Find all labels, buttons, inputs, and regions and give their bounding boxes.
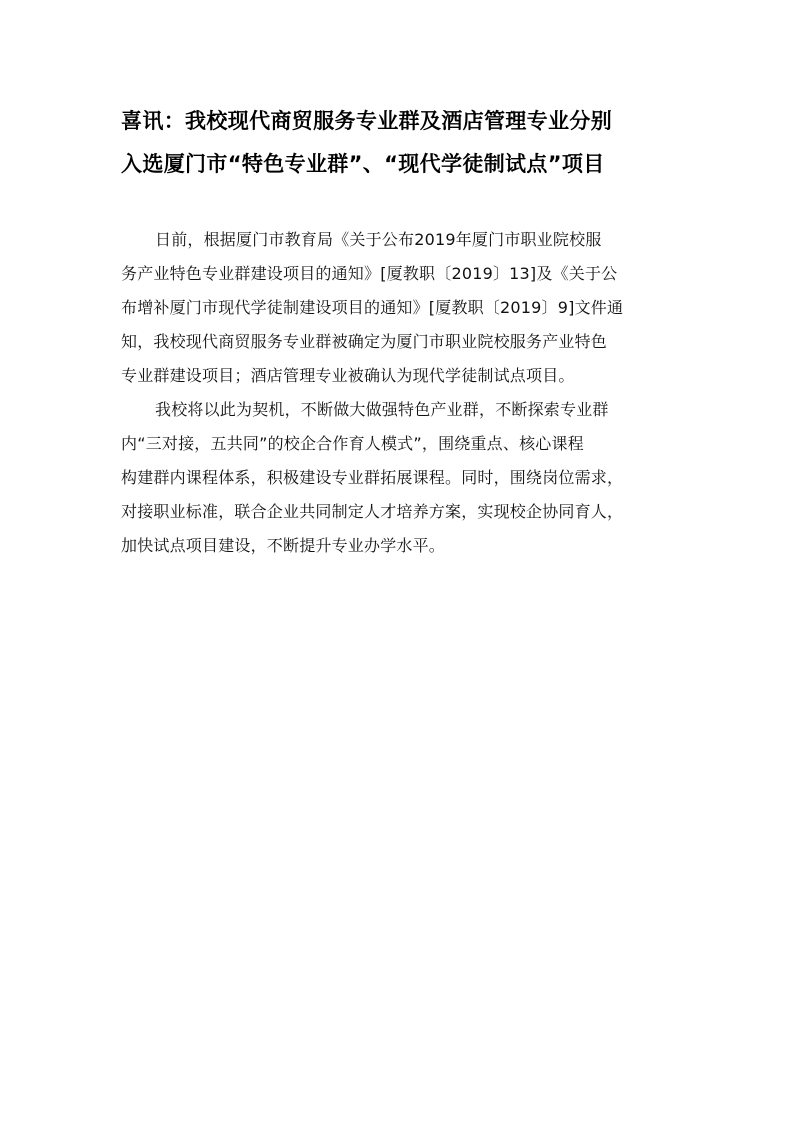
paragraph-line: 专业群建设项目；酒店管理专业被确认为现代学徒制试点项目。: [121, 366, 575, 385]
document-title: [121, 100, 681, 186]
paragraph-line: 内“三对接，五共同”的校企合作育人模式”，围绕重点、核心课程: [121, 434, 584, 453]
paragraph-line: 对接职业标准，联合企业共同制定人才培养方案，实现校企协同育人，: [121, 502, 624, 521]
paragraph-2: [121, 393, 681, 563]
paragraph-line: 构建群内课程体系，积极建设专业群拓展课程。同时，围绕岗位需求，: [121, 468, 624, 487]
paragraph-line: 务产业特色专业群建设项目的通知》[厦教职〔2019〕13]及《关于公: [121, 264, 618, 283]
paragraph-line: 布增补厦门市现代学徒制建设项目的通知》[厦教职〔2019〕9]文件通: [121, 298, 624, 317]
title-line: 入选厦门市“特色专业群”、“现代学徒制试点”项目: [121, 152, 605, 176]
paragraph-line: 加快试点项目建设，不断提升专业办学水平。: [121, 536, 446, 555]
title-line: 喜讯：我校现代商贸服务专业群及酒店管理专业分别: [121, 109, 613, 133]
paragraph-line: 知，我校现代商贸服务专业群被确定为厦门市职业院校服务产业特色: [121, 332, 608, 351]
paragraph-line: 日前，根据厦门市教育局《关于公布2019年厦门市职业院校服: [155, 230, 602, 249]
document-body: [121, 223, 681, 563]
paragraph-line: 我校将以此为契机，不断做大做强特色产业群，不断探索专业群: [155, 400, 609, 419]
paragraph-1: [121, 223, 681, 393]
